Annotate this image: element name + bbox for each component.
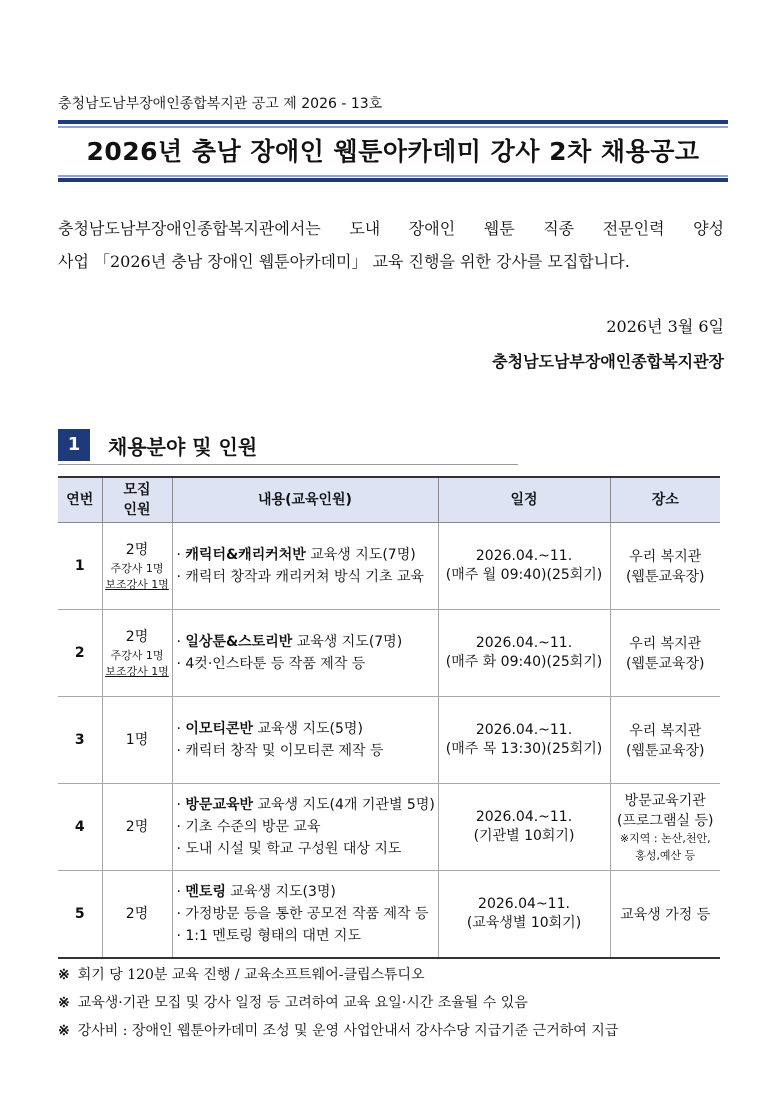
content-detail-line: · 가정방문 등을 통한 공모전 작품 제작 등	[176, 906, 429, 922]
header-recruit-line-1: 모집	[123, 482, 151, 498]
header-schedule: 일정	[438, 477, 610, 523]
place-detail: (웹툰교육장)	[625, 569, 705, 585]
recruit-count: 2명	[125, 906, 149, 922]
schedule-detail: (기관별 10회기)	[473, 828, 575, 844]
intro-line-2: 사업 「2026년 충남 장애인 웹툰아카데미」 교육 진행을 위한 강사를 모집합니다.	[58, 252, 630, 271]
place-cell	[610, 610, 720, 697]
schedule-period: 2026.04.~11.	[475, 635, 573, 651]
schedule-period: 2026.04.~11.	[475, 722, 573, 738]
place-region-note-cont: 홍성,예산 등	[635, 849, 696, 862]
note-item	[58, 1017, 728, 1045]
intro-paragraph	[58, 212, 724, 278]
row-number: 5	[58, 871, 102, 959]
notice-number: 충청남도남부장애인종합복지관 공고 제 2026 - 13호	[58, 96, 383, 112]
class-description: 교육생 지도(7명)	[305, 547, 416, 563]
class-description: 교육생 지도(7명)	[292, 634, 403, 650]
announcement-date: 2026년 3월 6일	[606, 317, 724, 336]
table-row	[58, 784, 720, 871]
schedule-detail: (교육생별 10회기)	[466, 915, 582, 931]
section-underline	[58, 464, 518, 465]
note-text: 강사비 : 장애인 웹툰아카데미 조성 및 운영 사업안내서 강사수당 지급기준 근거하여 지급	[77, 1023, 619, 1039]
content-class-line: · 일상툰&스토리반 교육생 지도(7명)	[176, 634, 403, 650]
title-rule-bottom	[58, 178, 728, 182]
row-number: 2	[58, 610, 102, 697]
recruit-count-cell	[102, 610, 172, 697]
header-content: 내용(교육인원)	[172, 477, 438, 523]
place-detail: (웹툰교육장)	[625, 656, 705, 672]
recruit-count-cell	[102, 523, 172, 610]
note-text: 교육생·기관 모집 및 강사 일정 등 고려하여 교육 요일·시간 조율될 수 있음	[77, 995, 528, 1011]
class-name: 일상툰&스토리반	[185, 634, 293, 650]
place-cell	[610, 784, 720, 871]
title-rule-top-thin	[58, 126, 728, 128]
note-text: 회기 당 120분 교육 진행 / 교육소프트웨어-클립스튜디오	[77, 967, 425, 983]
schedule-cell	[438, 871, 610, 959]
content-class-line: · 이모티콘반 교육생 지도(5명)	[176, 721, 363, 737]
recruit-count-cell	[102, 784, 172, 871]
place-detail: (웹툰교육장)	[625, 743, 705, 759]
schedule-detail: (매주 목 13:30)(25회기)	[445, 741, 603, 757]
table-row	[58, 523, 720, 610]
table-header-row	[58, 477, 720, 523]
page-title: 2026년 충남 장애인 웹툰아카데미 강사 2차 채용공고	[86, 137, 700, 166]
content-class-line: · 멘토링 교육생 지도(3명)	[176, 884, 336, 900]
class-name: 멘토링	[185, 884, 226, 900]
content-detail-line: · 도내 시설 및 학교 구성원 대상 지도	[176, 841, 402, 857]
section-title: 채용분야 및 인원	[108, 435, 258, 459]
row-number: 3	[58, 697, 102, 784]
place-name: 우리 복지관	[629, 549, 702, 565]
class-name: 이모티콘반	[185, 721, 254, 737]
recruit-count-cell	[102, 697, 172, 784]
class-name: 방문교육반	[185, 797, 254, 813]
notes-list	[58, 961, 728, 1045]
place-name: 우리 복지관	[629, 636, 702, 652]
schedule-period: 2026.04~11.	[478, 896, 570, 912]
note-item	[58, 989, 728, 1017]
content-class-line: · 캐릭터&캐리커처반 교육생 지도(7명)	[176, 547, 416, 563]
header-place: 장소	[610, 477, 720, 523]
note-mark: ※	[58, 967, 70, 983]
content-cell	[172, 610, 438, 697]
content-detail-line: · 캐릭터 창작과 캐리커쳐 방식 기초 교육	[176, 569, 425, 585]
recruit-count: 2명	[125, 629, 149, 645]
content-cell	[172, 697, 438, 784]
header-recruit-line-2: 인원	[123, 502, 151, 518]
note-item	[58, 961, 728, 989]
class-description: 교육생 지도(5명)	[253, 721, 363, 737]
schedule-period: 2026.04.~11.	[475, 809, 573, 825]
schedule-cell	[438, 784, 610, 871]
content-cell	[172, 871, 438, 959]
content-cell	[172, 784, 438, 871]
place-detail: (프로그램실 등)	[616, 813, 714, 829]
table-row	[58, 697, 720, 784]
schedule-period: 2026.04.~11.	[475, 548, 573, 564]
table-row	[58, 610, 720, 697]
place-name: 방문교육기관	[624, 793, 706, 809]
schedule-detail: (매주 화 09:40)(25회기)	[445, 654, 603, 670]
place-region-note: ※지역 : 논산,천안,	[619, 832, 711, 845]
schedule-cell	[438, 610, 610, 697]
recruit-count: 2명	[125, 542, 149, 558]
place-cell	[610, 871, 720, 959]
class-description: 교육생 지도(3명)	[225, 884, 336, 900]
intro-line-1: 충청남도남부장애인종합복지관에서는 도내 장애인 웹툰 직종 전문인력 양성	[58, 219, 724, 238]
content-class-line: · 방문교육반 교육생 지도(4개 기관별 5명)	[176, 797, 435, 813]
row-number: 1	[58, 523, 102, 610]
recruit-assistant-instructor: 보조강사 1명	[105, 578, 169, 591]
recruitment-table	[58, 476, 720, 959]
content-cell	[172, 523, 438, 610]
title-rule-top	[58, 120, 728, 124]
section-number-badge: 1	[58, 429, 90, 461]
schedule-detail: (매주 월 09:40)(25회기)	[445, 567, 603, 583]
content-detail-line: · 기초 수준의 방문 교육	[176, 819, 321, 835]
class-name: 캐릭터&캐리커처반	[185, 547, 306, 563]
note-mark: ※	[58, 995, 70, 1011]
note-mark: ※	[58, 1023, 70, 1039]
recruit-count-cell	[102, 871, 172, 959]
recruit-count: 1명	[125, 732, 149, 748]
recruit-count: 2명	[125, 819, 149, 835]
header-no: 연번	[58, 477, 102, 523]
place-name: 교육생 가정 등	[620, 907, 711, 923]
place-cell	[610, 523, 720, 610]
content-detail-line: · 4컷·인스타툰 등 작품 제작 등	[176, 656, 366, 672]
place-cell	[610, 697, 720, 784]
schedule-cell	[438, 697, 610, 784]
content-detail-line: · 1:1 멘토링 형태의 대면 지도	[176, 928, 361, 944]
content-detail-line: · 캐릭터 창작 및 이모티콘 제작 등	[176, 743, 384, 759]
row-number: 4	[58, 784, 102, 871]
class-description: 교육생 지도(4개 기관별 5명)	[253, 797, 435, 813]
title-rule-bottom-thin	[58, 175, 728, 177]
table-row	[58, 871, 720, 959]
schedule-cell	[438, 523, 610, 610]
recruit-main-instructor: 주강사 1명	[110, 649, 164, 662]
header-recruit	[102, 477, 172, 523]
recruit-main-instructor: 주강사 1명	[110, 562, 164, 575]
organization-signature: 충청남도남부장애인종합복지관장	[492, 352, 724, 371]
recruit-assistant-instructor: 보조강사 1명	[105, 665, 169, 678]
place-name: 우리 복지관	[629, 723, 702, 739]
